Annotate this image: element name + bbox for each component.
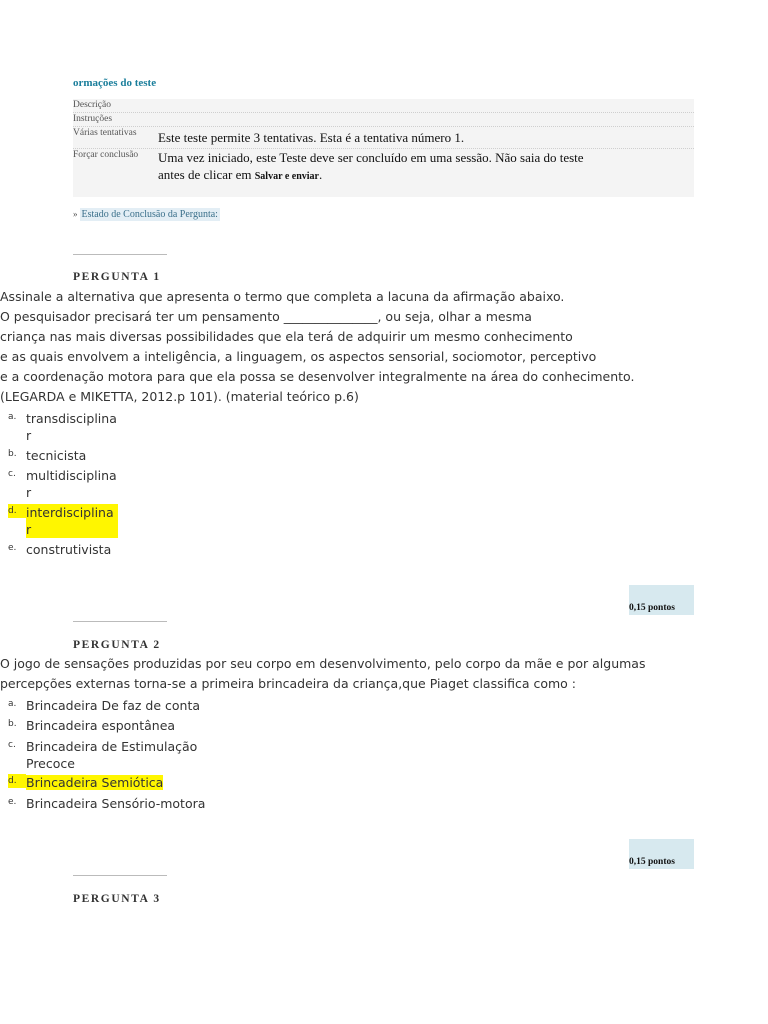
answer-option-b[interactable] bbox=[8, 447, 118, 464]
option-letter: a. bbox=[8, 412, 17, 422]
info-row-instructions bbox=[73, 113, 694, 127]
answer-option-a[interactable] bbox=[8, 697, 206, 714]
option-letter: e. bbox=[8, 543, 17, 553]
option-text: Brincadeira Sensório-motora bbox=[26, 796, 206, 811]
option-text-highlight: Brincadeira Semiótica bbox=[26, 775, 164, 790]
info-row-attempts bbox=[73, 127, 694, 149]
save-submit-reference: Salvar e enviar bbox=[254, 171, 319, 182]
option-letter: d. bbox=[8, 774, 26, 788]
info-value-line: Uma vez iniciado, este Teste deve ser concluído em uma sessão. Não saia do teste bbox=[158, 150, 584, 165]
points-label: 0,15 pontos bbox=[629, 603, 675, 613]
option-letter: b. bbox=[8, 719, 17, 729]
option-text: transdisciplinar bbox=[26, 411, 117, 443]
question-text-line: criança nas mais diversas possibilidades que ela terá de adquirir um mesmo conhecimento bbox=[0, 329, 573, 344]
option-text: multidisciplinar bbox=[26, 468, 117, 500]
answer-option-b[interactable] bbox=[8, 717, 206, 734]
question-text bbox=[0, 287, 760, 407]
option-letter: c. bbox=[8, 469, 16, 479]
section-title: ormações do teste bbox=[73, 77, 157, 89]
option-text: Brincadeira De faz de conta bbox=[26, 698, 200, 713]
option-text: tecnicista bbox=[26, 448, 87, 463]
points-badge bbox=[629, 585, 694, 615]
question-text-line: (LEGARDA e MIKETTA, 2012.p 101). (material teórico p.6) bbox=[0, 389, 359, 404]
question-text bbox=[0, 654, 760, 694]
chevron-down-icon: » bbox=[73, 209, 78, 219]
question-text-line: percepções externas torna-se a primeira brincadeira da criança,que Piaget classifica como : bbox=[0, 676, 577, 691]
info-label: Forçar conclusão bbox=[73, 150, 139, 160]
option-text: construtivista bbox=[26, 542, 112, 557]
status-label: Estado de Conclusão da Pergunta: bbox=[81, 209, 218, 220]
divider bbox=[73, 875, 167, 876]
answer-option-c[interactable] bbox=[8, 738, 206, 772]
answer-option-a[interactable] bbox=[8, 410, 118, 444]
divider bbox=[73, 254, 167, 255]
option-text: Brincadeira espontânea bbox=[26, 718, 176, 733]
info-label: Descrição bbox=[73, 100, 111, 110]
answer-option-c[interactable] bbox=[8, 467, 118, 501]
question-title: PERGUNTA 2 bbox=[73, 639, 161, 651]
answer-option-d-selected[interactable] bbox=[8, 504, 118, 538]
option-text: interdisciplinar bbox=[26, 504, 118, 538]
answer-option-d-selected[interactable] bbox=[8, 774, 206, 791]
question-text-line: O jogo de sensações produzidas por seu corpo em desenvolvimento, pelo corpo da mãe e por algumas bbox=[0, 656, 646, 671]
question-text-line: Assinale a alternativa que apresenta o termo que completa a lacuna da afirmação abaixo. bbox=[0, 289, 565, 304]
info-value-line bbox=[158, 166, 584, 185]
question-title: PERGUNTA 1 bbox=[73, 271, 161, 283]
option-letter: b. bbox=[8, 449, 17, 459]
divider bbox=[73, 621, 167, 622]
info-value bbox=[157, 99, 158, 112]
question-status-toggle[interactable] bbox=[73, 209, 220, 220]
test-info-table bbox=[73, 99, 694, 197]
info-label: Instruções bbox=[73, 114, 113, 124]
question-title: PERGUNTA 3 bbox=[73, 893, 161, 905]
info-value bbox=[157, 149, 584, 197]
question-text-line: O pesquisador precisará ter um pensamento _______________, ou seja, olhar a mesma bbox=[0, 309, 532, 324]
option-letter: e. bbox=[8, 797, 17, 807]
info-row-description bbox=[73, 99, 694, 113]
option-text: Brincadeira de Estimulação Precoce bbox=[26, 739, 198, 771]
info-value: Este teste permite 3 tentativas. Esta é a tentativa número 1. bbox=[158, 130, 465, 145]
points-badge bbox=[629, 839, 694, 869]
info-value-text: . bbox=[319, 167, 323, 182]
info-value bbox=[157, 113, 158, 126]
info-row-force-completion bbox=[73, 149, 694, 197]
answer-option-e[interactable] bbox=[8, 795, 206, 812]
option-letter: d. bbox=[8, 504, 26, 518]
points-label: 0,15 pontos bbox=[629, 857, 675, 867]
question-text-line: e a coordenação motora para que ela possa se desenvolver integralmente na área do conhecimento. bbox=[0, 369, 635, 384]
option-letter: a. bbox=[8, 699, 17, 709]
option-text bbox=[26, 774, 206, 791]
question-text-line: e as quais envolvem a inteligência, a linguagem, os aspectos sensorial, sociomotor, perceptivo bbox=[0, 349, 597, 364]
info-label: Várias tentativas bbox=[73, 128, 137, 138]
option-letter: c. bbox=[8, 740, 16, 750]
info-value-text: antes de clicar em bbox=[158, 167, 255, 182]
answer-option-e[interactable] bbox=[8, 541, 118, 558]
